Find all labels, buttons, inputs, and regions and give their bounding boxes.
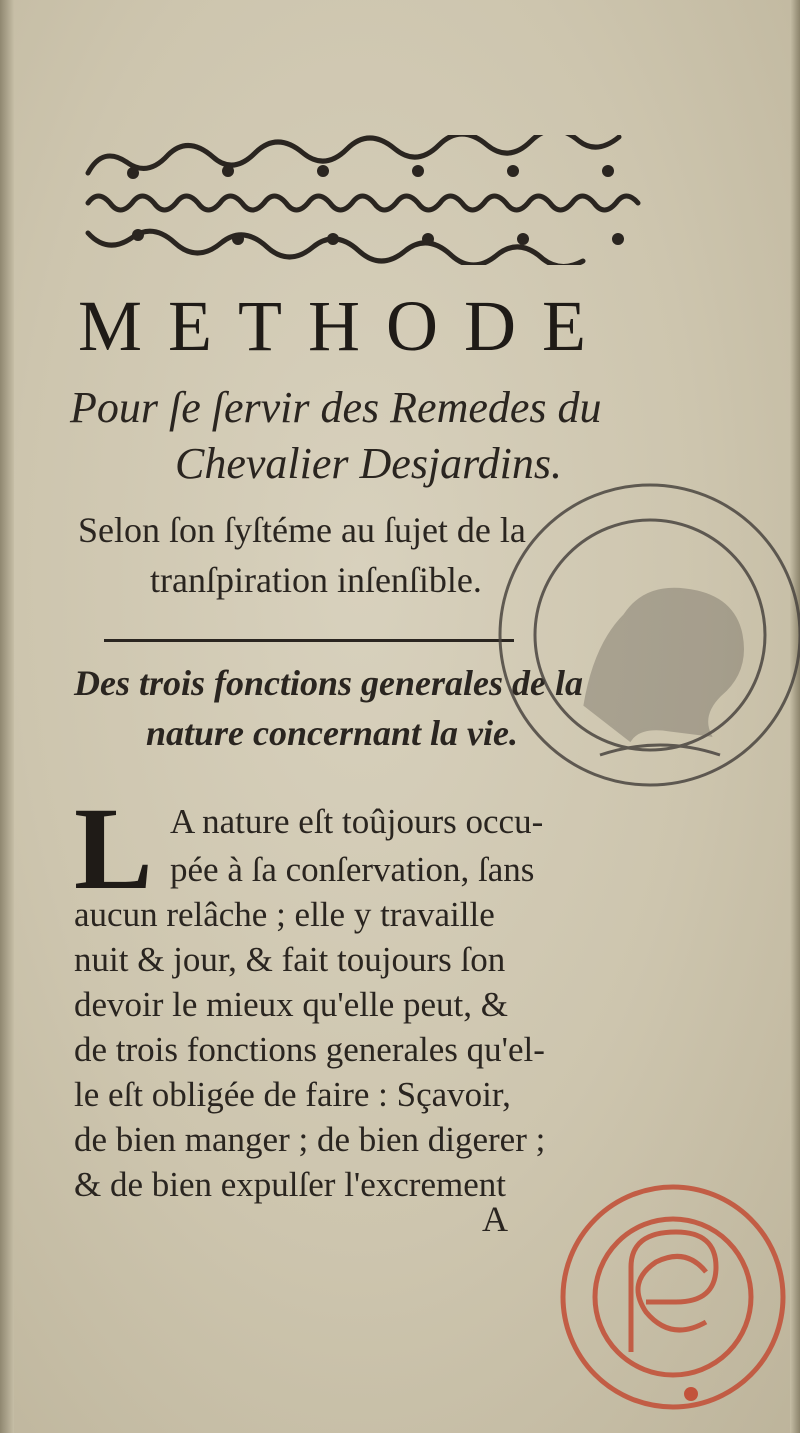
subtitle-line-1: Pour ſe ſervir des Remedes du (70, 383, 602, 432)
body-line-5: devoir le mieux qu'elle peut, & (74, 985, 508, 1024)
body-line-3: aucun relâche ; elle y travaille (74, 895, 495, 934)
page-title: METHODE (78, 286, 612, 366)
section-heading-line-1: Des trois fonctions generales de la (74, 663, 583, 703)
body-line-2: pée à ſa conſervation, ſans (170, 850, 535, 889)
library-stamp-icon (480, 455, 800, 855)
signature-mark: A (482, 1199, 508, 1239)
body-line-9: & de bien expulſer l'excrement (74, 1165, 506, 1204)
horizontal-rule (104, 639, 514, 642)
secondary-subtitle-line-1: Selon ſon ſyſtéme au ſujet de la (78, 510, 526, 550)
drop-cap: L (74, 783, 153, 914)
red-library-stamp-icon (556, 1172, 790, 1422)
body-line-4: nuit & jour, & fait toujours ſon (74, 940, 506, 979)
body-line-7: le eſt obligée de faire : Sçavoir, (74, 1075, 511, 1114)
body-line-8: de bien manger ; de bien digerer ; (74, 1120, 546, 1159)
body-line-6: de trois fonctions generales qu'el- (74, 1030, 545, 1069)
section-heading-line-2: nature concernant la vie. (146, 713, 519, 753)
secondary-subtitle-line-2: tranſpiration inſenſible. (150, 560, 482, 600)
body-line-1: A nature eſt toûjours occu- (170, 802, 544, 841)
ornament-band-icon (78, 135, 658, 265)
subtitle-line-2: Chevalier Desjardins. (175, 439, 562, 488)
page-edge-left (0, 0, 14, 1433)
